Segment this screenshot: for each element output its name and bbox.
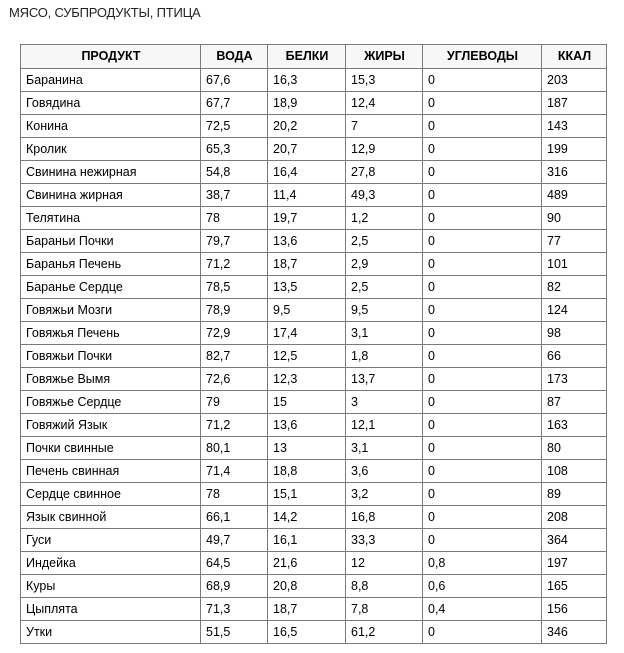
cell-kcal: 66 — [542, 345, 607, 368]
cell-water: 71,2 — [201, 414, 268, 437]
cell-water: 80,1 — [201, 437, 268, 460]
cell-water: 49,7 — [201, 529, 268, 552]
table-row — [21, 138, 607, 161]
header-fat: ЖИРЫ — [346, 45, 423, 69]
cell-carbs: 0,8 — [423, 552, 542, 575]
cell-protein: 16,4 — [268, 161, 346, 184]
cell-protein: 14,2 — [268, 506, 346, 529]
table-row — [21, 391, 607, 414]
cell-water: 66,1 — [201, 506, 268, 529]
cell-product: Сердце свинное — [21, 483, 201, 506]
page-title: МЯСО, СУБПРОДУКТЫ, ПТИЦА — [9, 5, 201, 20]
cell-kcal: 80 — [542, 437, 607, 460]
cell-kcal: 364 — [542, 529, 607, 552]
cell-product: Бараньи Почки — [21, 230, 201, 253]
table-row — [21, 207, 607, 230]
cell-protein: 11,4 — [268, 184, 346, 207]
cell-water: 65,3 — [201, 138, 268, 161]
cell-protein: 18,9 — [268, 92, 346, 115]
cell-protein: 16,1 — [268, 529, 346, 552]
cell-fat: 12 — [346, 552, 423, 575]
cell-protein: 20,7 — [268, 138, 346, 161]
cell-product: Куры — [21, 575, 201, 598]
cell-water: 79 — [201, 391, 268, 414]
cell-fat: 15,3 — [346, 69, 423, 92]
cell-protein: 13,5 — [268, 276, 346, 299]
cell-protein: 12,3 — [268, 368, 346, 391]
cell-protein: 13,6 — [268, 414, 346, 437]
cell-carbs: 0 — [423, 276, 542, 299]
cell-kcal: 98 — [542, 322, 607, 345]
cell-kcal: 165 — [542, 575, 607, 598]
cell-kcal: 82 — [542, 276, 607, 299]
cell-carbs: 0 — [423, 92, 542, 115]
cell-protein: 20,8 — [268, 575, 346, 598]
cell-product: Конина — [21, 115, 201, 138]
cell-kcal: 143 — [542, 115, 607, 138]
cell-water: 54,8 — [201, 161, 268, 184]
cell-protein: 13,6 — [268, 230, 346, 253]
cell-water: 71,3 — [201, 598, 268, 621]
cell-kcal: 187 — [542, 92, 607, 115]
table-row — [21, 299, 607, 322]
cell-carbs: 0 — [423, 115, 542, 138]
cell-water: 78,9 — [201, 299, 268, 322]
cell-kcal: 208 — [542, 506, 607, 529]
cell-kcal: 163 — [542, 414, 607, 437]
table-row — [21, 506, 607, 529]
table-row — [21, 483, 607, 506]
cell-carbs: 0 — [423, 230, 542, 253]
cell-product: Кролик — [21, 138, 201, 161]
cell-protein: 18,8 — [268, 460, 346, 483]
cell-water: 64,5 — [201, 552, 268, 575]
cell-product: Баранина — [21, 69, 201, 92]
cell-kcal: 346 — [542, 621, 607, 644]
cell-fat: 1,2 — [346, 207, 423, 230]
cell-protein: 20,2 — [268, 115, 346, 138]
cell-product: Говяжьи Мозги — [21, 299, 201, 322]
table-row — [21, 161, 607, 184]
cell-fat: 33,3 — [346, 529, 423, 552]
cell-kcal: 101 — [542, 253, 607, 276]
cell-protein: 9,5 — [268, 299, 346, 322]
cell-carbs: 0 — [423, 161, 542, 184]
cell-protein: 16,5 — [268, 621, 346, 644]
cell-water: 79,7 — [201, 230, 268, 253]
cell-water: 78 — [201, 207, 268, 230]
table-row — [21, 529, 607, 552]
cell-kcal: 173 — [542, 368, 607, 391]
cell-kcal: 87 — [542, 391, 607, 414]
cell-water: 71,4 — [201, 460, 268, 483]
cell-carbs: 0,6 — [423, 575, 542, 598]
cell-product: Утки — [21, 621, 201, 644]
cell-fat: 16,8 — [346, 506, 423, 529]
cell-product: Печень свинная — [21, 460, 201, 483]
cell-carbs: 0 — [423, 207, 542, 230]
cell-carbs: 0 — [423, 69, 542, 92]
cell-product: Говядина — [21, 92, 201, 115]
cell-carbs: 0 — [423, 184, 542, 207]
cell-kcal: 108 — [542, 460, 607, 483]
cell-product: Баранье Сердце — [21, 276, 201, 299]
cell-protein: 18,7 — [268, 253, 346, 276]
header-protein: БЕЛКИ — [268, 45, 346, 69]
cell-product: Свинина нежирная — [21, 161, 201, 184]
cell-carbs: 0 — [423, 483, 542, 506]
table-row — [21, 322, 607, 345]
cell-fat: 3,1 — [346, 437, 423, 460]
cell-product: Говяжий Язык — [21, 414, 201, 437]
table-row — [21, 69, 607, 92]
cell-product: Индейка — [21, 552, 201, 575]
cell-carbs: 0 — [423, 437, 542, 460]
cell-carbs: 0 — [423, 138, 542, 161]
cell-water: 51,5 — [201, 621, 268, 644]
cell-kcal: 90 — [542, 207, 607, 230]
cell-water: 78 — [201, 483, 268, 506]
cell-product: Свинина жирная — [21, 184, 201, 207]
table-row — [21, 92, 607, 115]
cell-carbs: 0 — [423, 299, 542, 322]
cell-protein: 15 — [268, 391, 346, 414]
cell-product: Баранья Печень — [21, 253, 201, 276]
table-row — [21, 184, 607, 207]
cell-protein: 12,5 — [268, 345, 346, 368]
cell-fat: 49,3 — [346, 184, 423, 207]
cell-kcal: 156 — [542, 598, 607, 621]
cell-fat: 7,8 — [346, 598, 423, 621]
table-row — [21, 253, 607, 276]
cell-carbs: 0 — [423, 368, 542, 391]
cell-fat: 9,5 — [346, 299, 423, 322]
cell-fat: 2,9 — [346, 253, 423, 276]
cell-carbs: 0 — [423, 391, 542, 414]
cell-fat: 12,9 — [346, 138, 423, 161]
header-carbs: УГЛЕВОДЫ — [423, 45, 542, 69]
cell-product: Язык свинной — [21, 506, 201, 529]
cell-carbs: 0 — [423, 529, 542, 552]
cell-kcal: 316 — [542, 161, 607, 184]
table-row — [21, 414, 607, 437]
table-row — [21, 552, 607, 575]
table-row — [21, 437, 607, 460]
table-row — [21, 115, 607, 138]
cell-water: 68,9 — [201, 575, 268, 598]
cell-carbs: 0 — [423, 506, 542, 529]
cell-carbs: 0 — [423, 414, 542, 437]
cell-fat: 3,6 — [346, 460, 423, 483]
cell-product: Говяжье Сердце — [21, 391, 201, 414]
table-row — [21, 368, 607, 391]
cell-fat: 3,2 — [346, 483, 423, 506]
cell-carbs: 0 — [423, 253, 542, 276]
cell-kcal: 203 — [542, 69, 607, 92]
cell-product: Почки свинные — [21, 437, 201, 460]
cell-fat: 13,7 — [346, 368, 423, 391]
cell-water: 72,5 — [201, 115, 268, 138]
cell-product: Говяжьи Почки — [21, 345, 201, 368]
cell-protein: 17,4 — [268, 322, 346, 345]
cell-protein: 18,7 — [268, 598, 346, 621]
cell-fat: 7 — [346, 115, 423, 138]
cell-water: 82,7 — [201, 345, 268, 368]
cell-product: Цыплята — [21, 598, 201, 621]
cell-product: Гуси — [21, 529, 201, 552]
table-row — [21, 598, 607, 621]
cell-carbs: 0 — [423, 322, 542, 345]
cell-fat: 3 — [346, 391, 423, 414]
nutrition-table — [20, 44, 607, 644]
table-row — [21, 276, 607, 299]
cell-carbs: 0 — [423, 345, 542, 368]
cell-protein: 13 — [268, 437, 346, 460]
cell-water: 72,9 — [201, 322, 268, 345]
cell-water: 78,5 — [201, 276, 268, 299]
cell-kcal: 89 — [542, 483, 607, 506]
table-row — [21, 621, 607, 644]
cell-kcal: 197 — [542, 552, 607, 575]
cell-kcal: 489 — [542, 184, 607, 207]
cell-water: 67,7 — [201, 92, 268, 115]
header-kcal: ККАЛ — [542, 45, 607, 69]
table-row — [21, 460, 607, 483]
header-water: ВОДА — [201, 45, 268, 69]
table-row — [21, 345, 607, 368]
cell-fat: 12,4 — [346, 92, 423, 115]
cell-kcal: 77 — [542, 230, 607, 253]
cell-kcal: 199 — [542, 138, 607, 161]
cell-carbs: 0 — [423, 460, 542, 483]
cell-protein: 21,6 — [268, 552, 346, 575]
cell-protein: 19,7 — [268, 207, 346, 230]
cell-water: 72,6 — [201, 368, 268, 391]
table-row — [21, 575, 607, 598]
cell-product: Телятина — [21, 207, 201, 230]
table-body — [21, 69, 607, 644]
table-header-row — [21, 45, 607, 69]
cell-carbs: 0 — [423, 621, 542, 644]
cell-water: 71,2 — [201, 253, 268, 276]
cell-fat: 2,5 — [346, 276, 423, 299]
cell-fat: 12,1 — [346, 414, 423, 437]
cell-fat: 2,5 — [346, 230, 423, 253]
cell-product: Говяжье Вымя — [21, 368, 201, 391]
cell-kcal: 124 — [542, 299, 607, 322]
cell-product: Говяжья Печень — [21, 322, 201, 345]
cell-fat: 1,8 — [346, 345, 423, 368]
cell-fat: 8,8 — [346, 575, 423, 598]
cell-fat: 61,2 — [346, 621, 423, 644]
cell-fat: 3,1 — [346, 322, 423, 345]
table-row — [21, 230, 607, 253]
cell-protein: 16,3 — [268, 69, 346, 92]
cell-carbs: 0,4 — [423, 598, 542, 621]
cell-protein: 15,1 — [268, 483, 346, 506]
cell-water: 67,6 — [201, 69, 268, 92]
cell-water: 38,7 — [201, 184, 268, 207]
header-product: ПРОДУКТ — [21, 45, 201, 69]
cell-fat: 27,8 — [346, 161, 423, 184]
